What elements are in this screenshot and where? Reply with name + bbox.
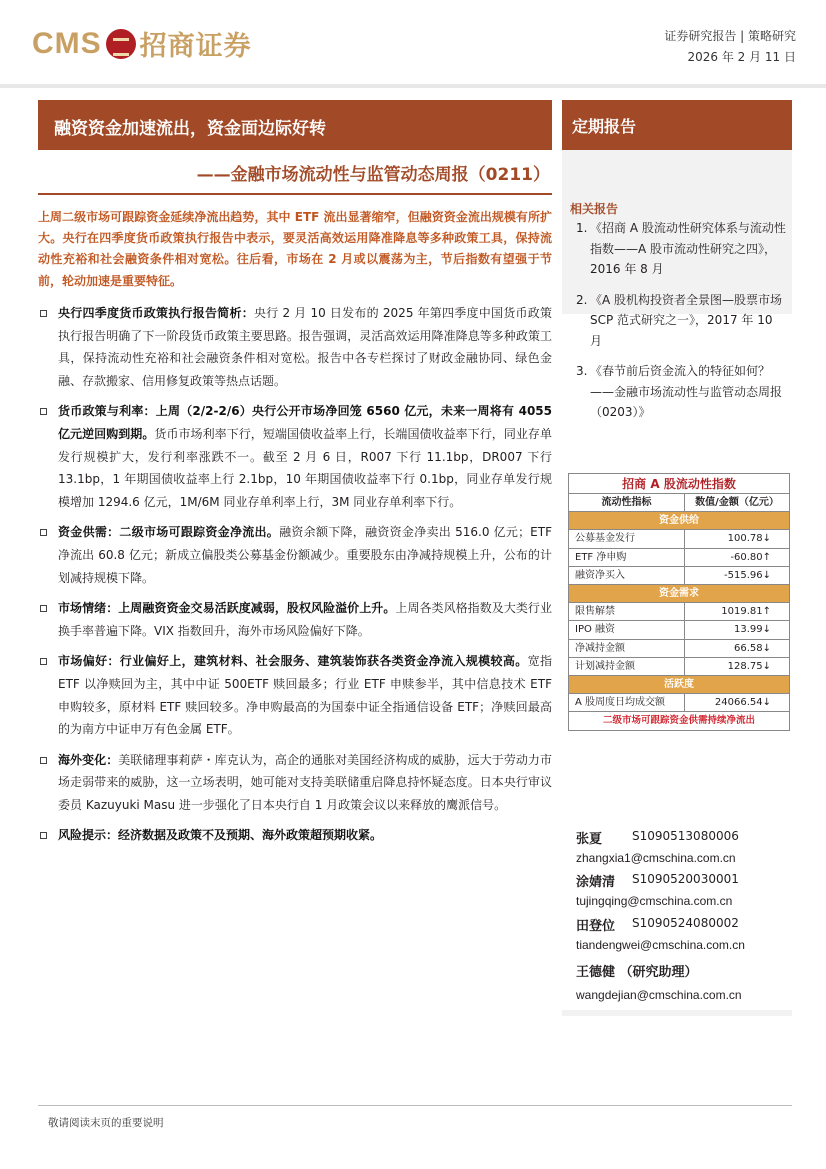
sidebar-bottom-bar <box>562 1010 792 1016</box>
related-reports-list <box>576 218 786 433</box>
table-row: 融资净买入 -515.96↓ <box>569 567 789 585</box>
checkbox-bullet-icon <box>40 832 47 839</box>
logo-latin-text: CMS <box>32 26 102 60</box>
bullet-text: 央行 2 月 10 日发布的 2025 年第四季度中国货币政策执行报告明确了下一阶段货币政策主要思路。报告强调，灵活高效运用降准降息等多种政策工具，保持流动性充裕和社会融资条件相对宽松。报告中各专栏探讨了财政金融协同、绿色金融、存款搬家、信用修复政策等热点话题。 <box>58 306 552 388</box>
checkbox-bullet-icon <box>40 757 47 764</box>
bullet-fund-supply-demand <box>38 521 552 589</box>
bullet-text: 宽指 ETF 以净赎回为主，其中中证 500ETF 赎回最多；行业 ETF 申赎参半，其中信息技术 ETF 申购较多，原材料 ETF 赎回较多。净申购最高的为国泰中证全指通信设备 ETF；净赎回最高的为南方中证申万有色金属 ETF。 <box>58 654 552 737</box>
table-footnote: 二级市场可跟踪资金供需持续净流出 <box>602 715 755 727</box>
footer-disclaimer: 敬请阅读末页的重要说明 <box>48 1117 164 1129</box>
header-meta <box>664 26 796 68</box>
related-report-item[interactable]: 1. 《招商 A 股流动性研究体系与流动性指数——A 股市流动性研究之四》，2016 年 8 月 <box>576 221 786 276</box>
report-date: 2026 年 2 月 11 日 <box>687 50 796 64</box>
column-header: 流动性指标 <box>569 494 685 511</box>
analyst-card <box>576 828 786 865</box>
logo-chinese-text: 招商证券 <box>139 31 252 62</box>
table-row: A 股周度日均成交额 24066.54↓ <box>569 694 789 712</box>
bullet-text: 融资余额下降，融资资金净卖出 516.0 亿元；ETF 净流出 60.8 亿元；新成立偏股类公募基金份额减少。重要股东由净减持规模上升，公布的计划减持规模下降。 <box>58 525 552 585</box>
page-header <box>0 0 826 84</box>
related-reports-title: 相关报告 <box>570 202 619 216</box>
title-banner <box>38 100 552 150</box>
footer-divider <box>38 1105 792 1106</box>
checkbox-bullet-icon <box>40 408 47 415</box>
report-title: 融资资金加速流出，资金面边际好转 <box>54 119 326 139</box>
related-report-item[interactable]: 2. 《A 股机构投资者全景图—股票市场 SCP 范式研究之一》，2017 年 10 月 <box>576 292 783 348</box>
column-header: 数值/金额（亿元） <box>695 497 779 508</box>
analyst-name: 王德健 （研究助理） <box>576 965 698 980</box>
table-row: 计划减持金额 128.75↓ <box>569 658 789 676</box>
analyst-license-id: S1090520030001 <box>632 872 739 886</box>
analyst-email[interactable]: tiandengwei@cmschina.com.cn <box>576 938 745 952</box>
bullet-heading: 货币政策与利率：上周（2/2-2/6）央行公开市场净回笼 6560 亿元，未来一周将有 4055 亿元逆回购到期。 <box>58 404 552 441</box>
bullet-heading: 市场情绪：上周融资资金交易活跃度减弱，股权风险溢价上升。 <box>58 601 396 616</box>
related-report-item[interactable]: 3. 《春节前后资金流入的特征如何？——金融市场流动性与监管动态周报（0203）》 <box>576 364 783 419</box>
bullet-heading: 资金供需：二级市场可跟踪资金净流出。 <box>58 525 280 540</box>
bullet-text: 美联储理事莉萨・库克认为，高企的通胀对美国经济构成的威胁，远大于劳动力市场走弱带来的威胁，这一立场表明，她可能对支持美联储重启降息持怀疑态度。日本央行审议委员 Kazuyuki Masu 进一步强化了日本央行自 1 月政策会议以来释放的鹰派信号。 <box>58 752 552 812</box>
bullet-heading: 央行四季度货币政策执行报告简析： <box>58 306 254 320</box>
table-row: IPO 融资 13.99↓ <box>569 621 789 639</box>
analyst-name: 田登位 <box>576 919 616 934</box>
report-subtitle: ——金融市场流动性与监管动态周报（0211） <box>196 165 550 185</box>
table-header-row <box>569 494 789 512</box>
bullet-pboc-report <box>38 302 552 392</box>
table-row: 公募基金发行 100.78↓ <box>569 530 789 548</box>
analyst-name: 张夏 <box>576 832 603 847</box>
header-divider <box>0 84 826 88</box>
table-row: 限售解禁 1019.81↑ <box>569 603 789 621</box>
checkbox-bullet-icon <box>40 658 47 665</box>
analyst-card <box>576 871 786 908</box>
bullet-market-sentiment <box>38 597 552 642</box>
analyst-email[interactable]: wangdejian@cmschina.com.cn <box>576 988 742 1002</box>
bullet-monetary-policy <box>38 400 552 513</box>
bullet-text: 货币市场利率下行，短端国债收益率上行，长端国债收益率下行，同业存单发行规模扩大，发行利率涨跌不一。截至 2 月 6 日，R007 下行 11.1bp，DR007 下行 13.1bp，1 年期国债收益率上行 2.1bp，10 年期国债收益率下行 0.1bp，同业存单发行规模增加 1294.6 亿元，1M/6M 同业存单利率上行，3M 同业存单利率下行。 <box>58 426 552 509</box>
analyst-name: 涂婧清 <box>576 875 616 890</box>
summary-paragraph: 上周二级市场可跟踪资金延续净流出趋势，其中 ETF 流出显著缩窄，但融资资金流出规模有所扩大。央行在四季度货币政策执行报告中表示，要灵活高效运用降准降息等多种政策工具，保持流动性充裕和社会融资条件相对宽松。往后看，市场在 2 月或以震荡为主，节后指数有望强于节前，轮动加速是重要特征。 <box>38 210 552 288</box>
liquidity-index-table <box>568 473 790 731</box>
analyst-card <box>576 915 786 952</box>
bullet-heading: 海外变化： <box>58 752 119 767</box>
table-title: 招商 A 股流动性指数 <box>569 474 789 494</box>
checkbox-bullet-icon <box>40 529 47 536</box>
logo-emblem-icon <box>106 29 136 59</box>
subtitle-divider <box>38 193 552 195</box>
analyst-license-id: S1090524080002 <box>632 916 739 930</box>
cms-logo <box>32 24 252 63</box>
bullet-overseas <box>38 749 552 817</box>
bullet-text: 上周各类风格指数及大类行业换手率普遍下降。VIX 指数回升，海外市场风险偏好下降。 <box>58 601 552 638</box>
bullet-heading: 市场偏好：行业偏好上，建筑材料、社会服务、建筑装饰获各类资金净流入规模较高。 <box>58 654 528 669</box>
table-section-header: 活跃度 <box>569 676 789 694</box>
report-category-banner <box>562 100 792 150</box>
table-row: ETF 净申购 -60.80↑ <box>569 549 789 567</box>
table-section-header: 资金需求 <box>569 585 789 603</box>
bullet-risk <box>38 824 552 847</box>
report-type-line: 证券研究报告 | 策略研究 <box>664 29 796 43</box>
analyst-email[interactable]: zhangxia1@cmschina.com.cn <box>576 851 736 865</box>
checkbox-bullet-icon <box>40 605 47 612</box>
table-row: 净减持金额 66.58↓ <box>569 640 789 658</box>
bullet-heading: 风险提示：经济数据及政策不及预期、海外政策超预期收紧。 <box>58 828 383 843</box>
analyst-email[interactable]: tujingqing@cmschina.com.cn <box>576 894 733 908</box>
analyst-license-id: S1090513080006 <box>632 829 739 843</box>
table-section-header: 资金供给 <box>569 512 789 530</box>
bullet-market-preference <box>38 650 552 740</box>
checkbox-bullet-icon <box>40 310 47 317</box>
report-category: 定期报告 <box>572 117 637 136</box>
analyst-card <box>576 961 786 1002</box>
bullet-list <box>38 302 552 847</box>
